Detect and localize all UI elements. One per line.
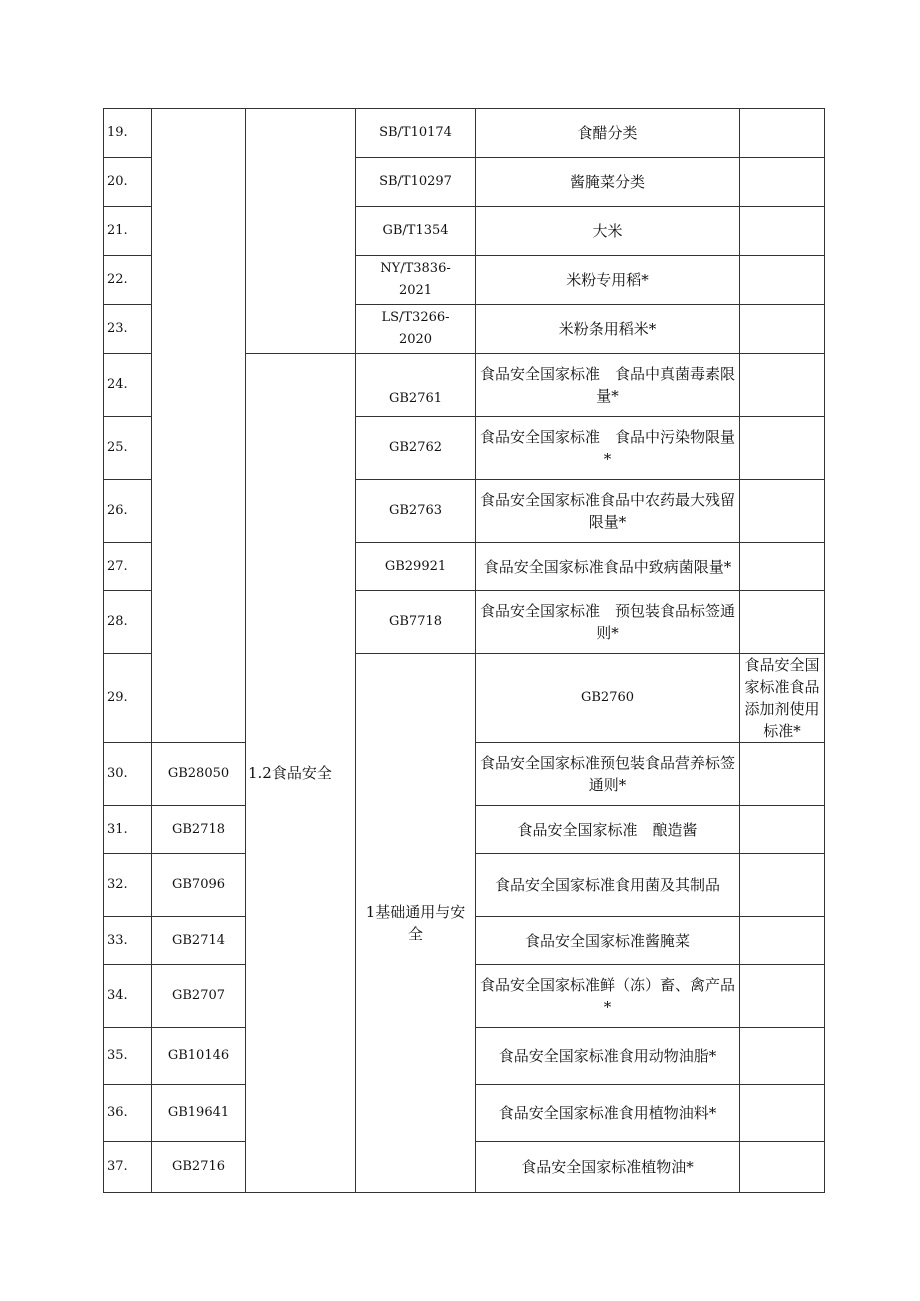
standard-code: SB/T10297 bbox=[356, 158, 476, 207]
standard-name: 米粉专用稻* bbox=[476, 256, 740, 305]
note-cell bbox=[740, 1085, 825, 1142]
note-cell bbox=[740, 543, 825, 591]
category1-cell: 1基础通用与安全 bbox=[356, 654, 476, 1193]
note-cell bbox=[740, 854, 825, 917]
row-number: 22. bbox=[104, 256, 152, 305]
note-cell bbox=[740, 305, 825, 354]
note-cell bbox=[740, 256, 825, 305]
standard-name: 食醋分类 bbox=[476, 109, 740, 158]
standard-code: SB/T10174 bbox=[356, 109, 476, 158]
note-cell bbox=[740, 1142, 825, 1193]
standard-code: GB7096 bbox=[152, 854, 246, 917]
standard-code: NY/T3836-2021 bbox=[356, 256, 476, 305]
standard-name: 食品安全国家标准鲜（冻）畜、禽产品* bbox=[476, 965, 740, 1028]
note-cell bbox=[740, 480, 825, 543]
standard-code: GB2760 bbox=[476, 654, 740, 743]
standard-code: GB28050 bbox=[152, 743, 246, 806]
standard-name: 酱腌菜分类 bbox=[476, 158, 740, 207]
category2-cell: 1.2食品安全 bbox=[246, 354, 356, 1193]
note-cell bbox=[740, 109, 825, 158]
note-cell bbox=[740, 965, 825, 1028]
standard-code: GB2718 bbox=[152, 806, 246, 854]
standard-code: GB2716 bbox=[152, 1142, 246, 1193]
standards-table bbox=[103, 108, 825, 1193]
standard-code: LS/T3266-2020 bbox=[356, 305, 476, 354]
category1-cell-empty bbox=[152, 109, 246, 743]
row-number: 24. bbox=[104, 354, 152, 417]
category2-cell-empty bbox=[246, 109, 356, 354]
row-number: 33. bbox=[104, 917, 152, 965]
standard-name: 食品安全国家标准 预包装食品标签通则* bbox=[476, 591, 740, 654]
standard-code: GB2762 bbox=[356, 417, 476, 480]
row-number: 20. bbox=[104, 158, 152, 207]
row-number: 30. bbox=[104, 743, 152, 806]
standard-name: 食品安全国家标准食用菌及其制品 bbox=[476, 854, 740, 917]
row-number: 23. bbox=[104, 305, 152, 354]
standard-name: 食品安全国家标准预包装食品营养标签通则* bbox=[476, 743, 740, 806]
standard-name: 食品安全国家标准 酿造酱 bbox=[476, 806, 740, 854]
note-cell bbox=[740, 591, 825, 654]
row-number: 32. bbox=[104, 854, 152, 917]
standard-code: GB29921 bbox=[356, 543, 476, 591]
row-number: 36. bbox=[104, 1085, 152, 1142]
standard-name: 食品安全国家标准酱腌菜 bbox=[476, 917, 740, 965]
row-number: 37. bbox=[104, 1142, 152, 1193]
row-number: 21. bbox=[104, 207, 152, 256]
row-number: 34. bbox=[104, 965, 152, 1028]
standard-name: 米粉条用稻米* bbox=[476, 305, 740, 354]
standard-name: 大米 bbox=[476, 207, 740, 256]
standard-code: GB7718 bbox=[356, 591, 476, 654]
row-number: 35. bbox=[104, 1028, 152, 1085]
row-number: 19. bbox=[104, 109, 152, 158]
table-row bbox=[104, 109, 825, 158]
note-cell bbox=[740, 1028, 825, 1085]
row-number: 26. bbox=[104, 480, 152, 543]
standard-code: GB2761 bbox=[356, 354, 476, 417]
row-number: 25. bbox=[104, 417, 152, 480]
standard-code: GB2707 bbox=[152, 965, 246, 1028]
standard-code: GB19641 bbox=[152, 1085, 246, 1142]
standard-name: 食品安全国家标准植物油* bbox=[476, 1142, 740, 1193]
note-cell bbox=[740, 354, 825, 417]
row-number: 28. bbox=[104, 591, 152, 654]
standard-code: GB2714 bbox=[152, 917, 246, 965]
standard-name: 食品安全国家标准食品添加剂使用标准* bbox=[740, 654, 825, 743]
standard-name: 食品安全国家标准 食品中真菌毒素限量* bbox=[476, 354, 740, 417]
row-number: 31. bbox=[104, 806, 152, 854]
standard-code: GB10146 bbox=[152, 1028, 246, 1085]
note-cell bbox=[740, 806, 825, 854]
note-cell bbox=[740, 917, 825, 965]
standard-name: 食品安全国家标准食用动物油脂* bbox=[476, 1028, 740, 1085]
standard-code: GB2763 bbox=[356, 480, 476, 543]
note-cell bbox=[740, 207, 825, 256]
standard-name: 食品安全国家标准食用植物油料* bbox=[476, 1085, 740, 1142]
note-cell bbox=[740, 417, 825, 480]
note-cell bbox=[740, 158, 825, 207]
standard-name: 食品安全国家标准 食品中污染物限量* bbox=[476, 417, 740, 480]
standard-code: GB/T1354 bbox=[356, 207, 476, 256]
row-number: 27. bbox=[104, 543, 152, 591]
standard-name: 食品安全国家标准食品中致病菌限量* bbox=[476, 543, 740, 591]
standard-name: 食品安全国家标准食品中农药最大残留限量* bbox=[476, 480, 740, 543]
note-cell bbox=[740, 743, 825, 806]
row-number: 29. bbox=[104, 654, 152, 743]
